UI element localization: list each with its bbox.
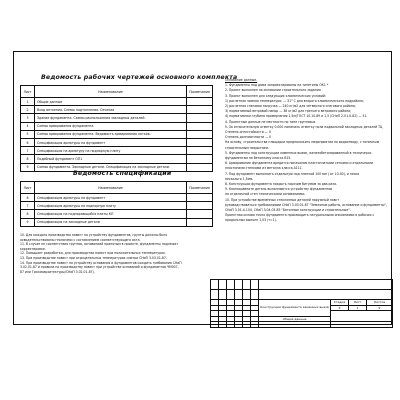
drawings-list-title: Ведомость рабочих чертежей основного комплекта bbox=[41, 74, 238, 81]
sheet-name: Схемы фундамента. Закладные детали. Спецификация на закладные детали. bbox=[35, 163, 187, 171]
note-line: на отделочной стен техническими основаниями. bbox=[225, 192, 306, 197]
title-block bbox=[210, 279, 393, 328]
table-row bbox=[21, 147, 213, 155]
note-line: 1. Фундаменты под дома запроектированы на типетипы ОК1 * bbox=[225, 83, 329, 88]
note-line: Степень огнестойкости — II bbox=[225, 130, 271, 135]
table-row bbox=[21, 202, 213, 210]
note-line: 3.02.01-87 и правила по производству повест при устройстве оснований и фундаментов ЧМ007- bbox=[20, 265, 179, 270]
column-header: Лист bbox=[21, 182, 35, 194]
spec-list-title: Ведомость спецификации bbox=[73, 170, 172, 177]
note-line: 3) нормативный ветровой напор — 38 кг/м2 для третьего ветрового района; bbox=[225, 109, 352, 114]
note-line: освидетельствованы геологами с составлением соответствующего акта. bbox=[20, 237, 141, 242]
sheet-name: Схемы армирования фундамента bbox=[35, 122, 187, 130]
column-header: Лист bbox=[21, 86, 35, 98]
note-line: 12. Повышает разработки, для производства повест при положительных температурах. bbox=[20, 251, 166, 256]
sheet-number: 9 bbox=[21, 218, 35, 226]
table-row bbox=[21, 138, 213, 146]
sheet-note bbox=[187, 155, 213, 163]
note-line: 11. В случае не соответствия грунтов, основаниий принятым в проекте, фундаменты подлежат bbox=[20, 242, 179, 247]
sheet-number: 6 bbox=[21, 138, 35, 146]
sheet-number: 7 bbox=[21, 147, 35, 155]
table-row bbox=[21, 114, 213, 122]
sheet-name: Спецификация арматуры на фундамент bbox=[35, 194, 187, 202]
sheet-note bbox=[187, 210, 213, 218]
note-line: На основу, строительства площадки предположить мероприятия по водоотводу, с типичным bbox=[225, 140, 380, 145]
note-line: 5. Фундаменты под конструкции каменных вызов, железобетонированный в технически bbox=[225, 150, 372, 155]
note-line: 4. Проектные данные не местности по типе грунтовых bbox=[225, 119, 316, 124]
note-line: 5. За относительную отметку 0.000 понимать отметку пола подвальной закладных деталей ТЦ bbox=[225, 124, 383, 129]
stage-label: Стадия bbox=[331, 300, 349, 306]
sheet-note bbox=[187, 114, 213, 122]
note-line: 13. При производстве повест при отрицательных температурах смотри СНиП 3.03.01-87. bbox=[20, 255, 167, 260]
sheet-name: Спецификация арматуры на подпорную плиту bbox=[35, 202, 187, 210]
sheet-number: 7 bbox=[21, 202, 35, 210]
note-line: Степень долговечности — II bbox=[225, 135, 272, 140]
table-row bbox=[21, 106, 213, 114]
general-notes-left bbox=[20, 233, 182, 274]
sheet-name: Подобный фундамент ОП1 bbox=[35, 155, 187, 163]
note-line: 6. Армирование фундамента вредится поначалам пластинчатыми сетками и отдельными bbox=[225, 161, 373, 166]
note-line: продольных выполн 1,03 (т=1). bbox=[225, 218, 277, 223]
sheet-note bbox=[187, 218, 213, 226]
note-line: фундаментам по бетонному класса В15. bbox=[225, 156, 292, 161]
note-line: 10. При устройстве временных стеклянных деталей наружный повст bbox=[225, 197, 340, 202]
spec-table bbox=[20, 181, 213, 227]
table-header-row bbox=[21, 86, 213, 98]
note-line: Проектная основа точно фундамента производить натуральными описаниями в рабочих с bbox=[225, 213, 375, 218]
column-header: Наименование bbox=[35, 182, 187, 194]
table-row bbox=[21, 210, 213, 218]
sheet-note bbox=[187, 202, 213, 210]
sheet-note bbox=[187, 122, 213, 130]
stage-value: Р bbox=[331, 305, 349, 311]
sheets-label: Листов bbox=[367, 300, 393, 306]
note-line: 1) расчетная зимняя температура: — 31° С для второго климатического подрайона; bbox=[225, 98, 364, 103]
notes-title: Основание данные. bbox=[225, 78, 258, 82]
note-line: 9. Коопосравните деталь выполняются устройству фундаментов bbox=[225, 187, 333, 192]
sheet-name: Здание фундамента. Схемы расположения закладных деталей. bbox=[35, 114, 187, 122]
sheet-note bbox=[187, 98, 213, 106]
note-line: 87 или Госкомархитектуры/СНиП 3.02.01-87). bbox=[20, 269, 95, 274]
note-line: 2) расчетная снеговая нагрузка — 240 кг/м2 для четвертого снегового района; bbox=[225, 104, 356, 109]
column-header: Примечание bbox=[187, 86, 213, 98]
note-line: 2. Проект выполнен на основании строительного задания bbox=[225, 88, 321, 93]
sheet-number: 3 bbox=[21, 114, 35, 122]
table-row bbox=[21, 194, 213, 202]
note-line: руководствоваться требованиями СНиП 3.03.01-87 "Земляные работы, основание и фундаменты", bbox=[225, 202, 387, 207]
sheet-number: 4 bbox=[21, 122, 35, 130]
sheet-note bbox=[187, 138, 213, 146]
note-line: 14. При производстве повест по устройству основания и фундаментов саждить требования СНиП bbox=[20, 260, 182, 265]
note-line: 8. Конструкции фундамента покрыть горячим битумом за два раза. bbox=[225, 182, 337, 187]
sheet-value: 1 bbox=[349, 305, 367, 311]
note-line: 7. Под фундамент выполнить отдельную под плиткой 100 мм ( от 10-40), и песка bbox=[225, 171, 360, 176]
sheet-name: Спецификация арматуры на фундамент bbox=[35, 138, 187, 146]
sheet-note bbox=[187, 106, 213, 114]
note-line: СНиП 3.01-4-104, СНиП 3.04.03-85 "Бетонные конструкции и строительные". bbox=[225, 208, 351, 213]
note-line: 4) нормативная глубина промерзания 1,5м(ГОСТ 10.10-89 и 1,5 (СНиП 2-01-0-82) — 51. bbox=[225, 114, 368, 119]
table-row bbox=[21, 155, 213, 163]
sheet-note bbox=[187, 163, 213, 171]
table-row bbox=[21, 130, 213, 138]
column-header: Наименование bbox=[35, 86, 187, 98]
table-row bbox=[21, 218, 213, 226]
sheet-name: Спецификация на закладные детали bbox=[35, 218, 187, 226]
sheet-name-cell: Общие данные bbox=[259, 316, 331, 322]
column-header: Примечание bbox=[187, 182, 213, 194]
table-row bbox=[21, 122, 213, 130]
sheet-name: Общие данные bbox=[35, 98, 187, 106]
drawings-table bbox=[20, 85, 213, 172]
table-header-row bbox=[21, 182, 213, 194]
note-line: корректировке. bbox=[20, 246, 46, 251]
sheet-number: 8 bbox=[21, 210, 35, 218]
note-line: нескольго 1,5мм. bbox=[225, 176, 254, 181]
sheet-name: Вход ветхения. Схемы подтопления. Сечения bbox=[35, 106, 187, 114]
sheet-number: 9 bbox=[21, 163, 35, 171]
sheet-name: Спецификация на подпорающийся плиты КЛ bbox=[35, 210, 187, 218]
sheet-note bbox=[187, 147, 213, 155]
sheet-number: 8 bbox=[21, 155, 35, 163]
sheet-note bbox=[187, 130, 213, 138]
note-line: пластинами стенками из металла класса А111. bbox=[225, 166, 303, 171]
sheet-note bbox=[187, 194, 213, 202]
sheet-number: 5 bbox=[21, 130, 35, 138]
note-line: 3. Проект выполнен для следующих климатических условий: bbox=[225, 93, 326, 98]
general-data-notes bbox=[225, 78, 387, 224]
sheet-number: 1 bbox=[21, 98, 35, 106]
sheet-number: 6 bbox=[21, 194, 35, 202]
sheet-number: 2 bbox=[21, 106, 35, 114]
note-line: строительным покрытием. bbox=[225, 145, 269, 150]
sheets-value: 9 bbox=[367, 305, 393, 311]
sheet-label: Лист bbox=[349, 300, 367, 306]
table-row bbox=[21, 98, 213, 106]
drawing-sheet bbox=[3, 45, 397, 333]
sheet-name: Схемы армирования фундамента. Ведомость армирования лотков. bbox=[35, 130, 187, 138]
sheet-name: Спецификация на арматуру на подпорную плиту bbox=[35, 147, 187, 155]
title-block-title: Конструкции фундамента каменных вызов bbox=[259, 300, 331, 317]
note-line: 10. Для каждого производства повест по устройству фундаментов, грунты должны быть bbox=[20, 233, 168, 237]
